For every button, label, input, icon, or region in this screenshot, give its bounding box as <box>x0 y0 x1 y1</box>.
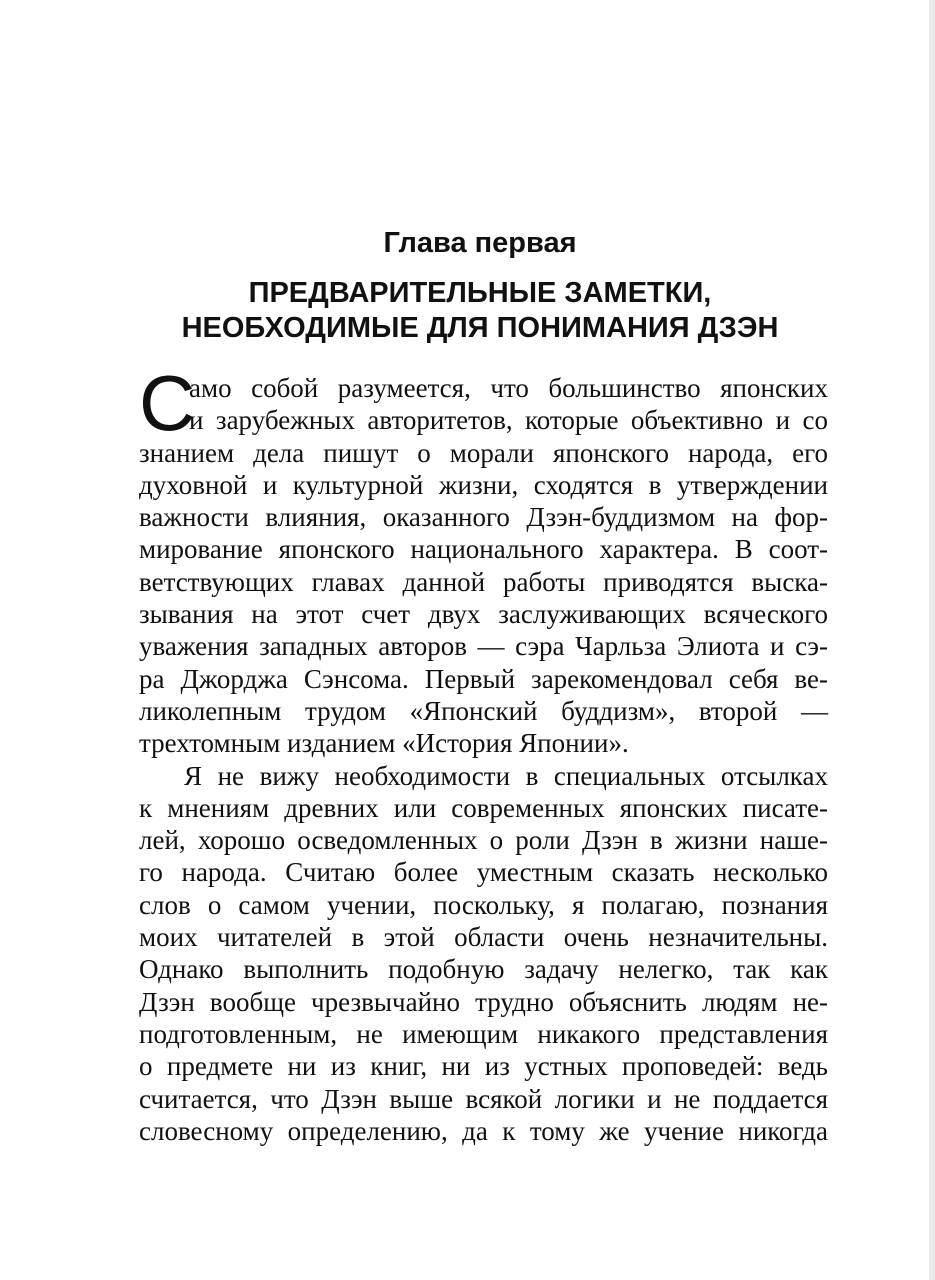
text-line: зывания на этот счет двух заслуживающих всяческого <box>139 599 828 630</box>
chapter-label: Глава первая <box>383 227 577 259</box>
text-line: лей, хорошо осведомленных о роли Дзэн в жизни наше- <box>139 825 828 856</box>
page-edge <box>929 0 935 1280</box>
text-line: уважения западных авторов — сэра Чарльза Элиота и сэ- <box>139 631 828 662</box>
text-line: мирование японского национального характера. В соот- <box>139 534 828 565</box>
text-line: Однако выполнить подобную задачу нелегко, так как <box>139 954 828 985</box>
text-line: го народа. Считаю более уместным сказать несколько <box>139 857 828 888</box>
text-line: Дзэн вообще чрезвычайно трудно объяснить людям не- <box>139 986 828 1017</box>
drop-cap: С <box>139 359 196 447</box>
chapter-title-line: НЕОБХОДИМЫЕ ДЛЯ ПОНИМАНИЯ ДЗЭН <box>181 312 779 344</box>
paragraph-2 <box>139 760 828 1148</box>
paragraph-1 <box>139 372 828 760</box>
text-line: к мнениям древних или современных японских писате- <box>139 792 828 823</box>
text-line: Я не вижу необходимости в специальных отсылках <box>184 760 828 791</box>
text-line: важности влияния, оказанного Дзэн-буддизмом на фор- <box>139 502 828 533</box>
body-text <box>139 359 828 1147</box>
text-line: подготовленным, не имеющим никакого представления <box>139 1018 828 1049</box>
text-line: и зарубежных авторитетов, которые объективно и со <box>189 405 828 436</box>
text-line: словесному определению, да к тому же учение никогда <box>139 1115 828 1146</box>
text-line: амо собой разумеется, что большинство японских <box>189 373 828 403</box>
text-line: ра Джорджа Сэнсома. Первый зарекомендовал себя ве- <box>139 663 828 694</box>
chapter-title <box>0 276 935 346</box>
text-line: о предмете ни из книг, ни из устных проповедей: ведь <box>139 1051 828 1082</box>
text-line: моих читателей в этой области очень незначительны. <box>139 922 828 953</box>
text-line: знанием дела пишут о морали японского народа, его <box>139 437 828 468</box>
chapter-title-line: ПРЕДВАРИТЕЛЬНЫЕ ЗАМЕТКИ, <box>248 277 712 309</box>
text-line: ветствующих главах данной работы приводятся выска- <box>139 566 828 597</box>
text-line: трехтомным изданием «История Японии». <box>139 728 629 759</box>
text-line: духовной и культурной жизни, сходятся в утверждении <box>139 469 828 500</box>
text-line: слов о самом учении, поскольку, я полагаю, познания <box>139 889 828 920</box>
text-line: ликолепным трудом «Японский буддизм», второй — <box>139 695 828 726</box>
text-line: считается, что Дзэн выше всякой логики и не поддается <box>139 1083 828 1114</box>
